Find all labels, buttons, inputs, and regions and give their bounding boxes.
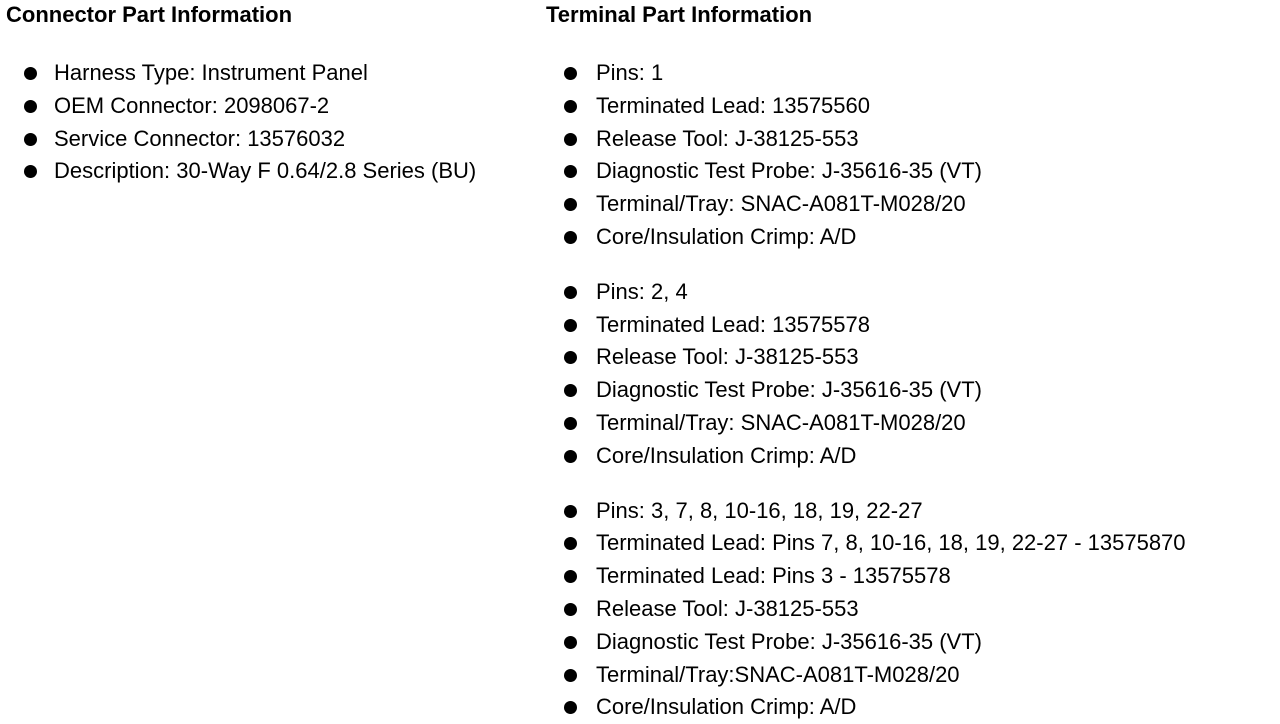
connector-description: Description: 30-Way F 0.64/2.8 Series (BU) [6,155,536,188]
terminal-group-3 [546,495,1276,724]
terminal-terminated-lead-pin-3: Terminated Lead: Pins 3 - 13575578 [546,560,1276,593]
terminal-terminated-lead: Terminated Lead: 13575560 [546,90,1276,123]
terminal-tray: Terminal/Tray:SNAC-A081T-M028/20 [546,659,1276,692]
connector-part-information-heading: Connector Part Information [6,2,293,27]
terminal-group-list [546,495,1276,724]
terminal-tray: Terminal/Tray: SNAC-A081T-M028/20 [546,407,1276,440]
terminal-part-information-heading: Terminal Part Information [546,2,813,27]
connector-info-list [6,57,536,188]
terminal-release-tool: Release Tool: J-38125-553 [546,341,1276,374]
connector-harness-type: Harness Type: Instrument Panel [6,57,536,90]
terminal-release-tool: Release Tool: J-38125-553 [546,123,1276,156]
terminal-release-tool: Release Tool: J-38125-553 [546,593,1276,626]
connector-service-connector: Service Connector: 13576032 [6,123,536,156]
terminal-terminated-lead: Terminated Lead: Pins 7, 8, 10-16, 18, 19, 22-27 - 13575870 [546,527,1276,560]
terminal-diagnostic-test-probe: Diagnostic Test Probe: J-35616-35 (VT) [546,155,1276,188]
connector-part-information-section [6,0,536,188]
terminal-core-insulation-crimp: Core/Insulation Crimp: A/D [546,440,1276,473]
terminal-group-2 [546,276,1276,473]
terminal-tray: Terminal/Tray: SNAC-A081T-M028/20 [546,188,1276,221]
terminal-core-insulation-crimp: Core/Insulation Crimp: A/D [546,221,1276,254]
terminal-part-information-section [546,0,1276,724]
terminal-group-1 [546,57,1276,254]
terminal-group-list [546,57,1276,254]
terminal-pins: Pins: 1 [546,57,1276,90]
terminal-core-insulation-crimp: Core/Insulation Crimp: A/D [546,691,1276,724]
terminal-pins: Pins: 2, 4 [546,276,1276,309]
connector-oem-connector: OEM Connector: 2098067-2 [6,90,536,123]
terminal-diagnostic-test-probe: Diagnostic Test Probe: J-35616-35 (VT) [546,374,1276,407]
terminal-group-list [546,276,1276,473]
terminal-pins: Pins: 3, 7, 8, 10-16, 18, 19, 22-27 [546,495,1276,528]
terminal-diagnostic-test-probe: Diagnostic Test Probe: J-35616-35 (VT) [546,626,1276,659]
terminal-terminated-lead: Terminated Lead: 13575578 [546,309,1276,342]
